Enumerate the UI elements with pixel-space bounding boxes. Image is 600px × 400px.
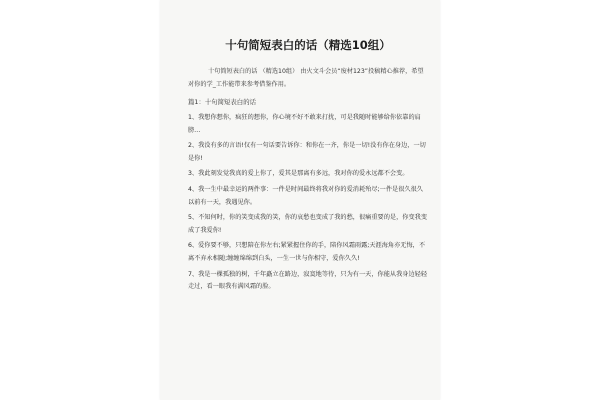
list-item: 5、不知何时，你的笑变成我的笑，你的哀愁也变成了我的愁，很痛重要的是，你变我变成了我爱你! bbox=[188, 214, 428, 234]
list-item: 4、我一生中最幸运的两件事：一件是时间最终将我对你的爱消耗殆尽;一件是很久很久以前有一天，我遇见你。 bbox=[188, 185, 423, 206]
list-item: 1、我想你想你，疯狂的想你，你心境不好不敢来打扰，可是我随时能够给你依靠的肩膀… bbox=[188, 114, 421, 134]
section-heading: 篇1：十句简短表白的话 bbox=[188, 98, 256, 106]
document-page bbox=[160, 0, 440, 400]
list-item: 2、我没有多的言语!仅有一句话要告诉你：和你在一齐，你是一切!没有你在身边，一切是你! bbox=[188, 142, 426, 162]
list-item: 6、爱你要不够，只想陪在你左右;紧紧握住你的手，陪你风霜雨露;天涯海角亦无悔，不离不弃永相随;缠缠绵绵到白头，一生一世与你相守，爱你久久! bbox=[188, 242, 426, 262]
document-title: 十句简短表白的话（精选10组） bbox=[225, 38, 391, 52]
document-intro: 十句简短表白的话 （精选10组） 由火文斗会员“废材123”投稿精心推荐，希望对你的学_工作能带来参考借鉴作用。 bbox=[188, 68, 424, 88]
document-content bbox=[188, 38, 428, 297]
list-item: 3、我此刻发觉我真的爱上你了，爱其是那离有多远，我对你的爱永远都不会变。 bbox=[188, 170, 409, 178]
list-item: 7、我是一棵孤独的树，千年矗立在路边，寂寞地等待，只为有一天，你能从我身边轻轻走过，看一眼我有满风霜的脸。 bbox=[188, 270, 428, 291]
